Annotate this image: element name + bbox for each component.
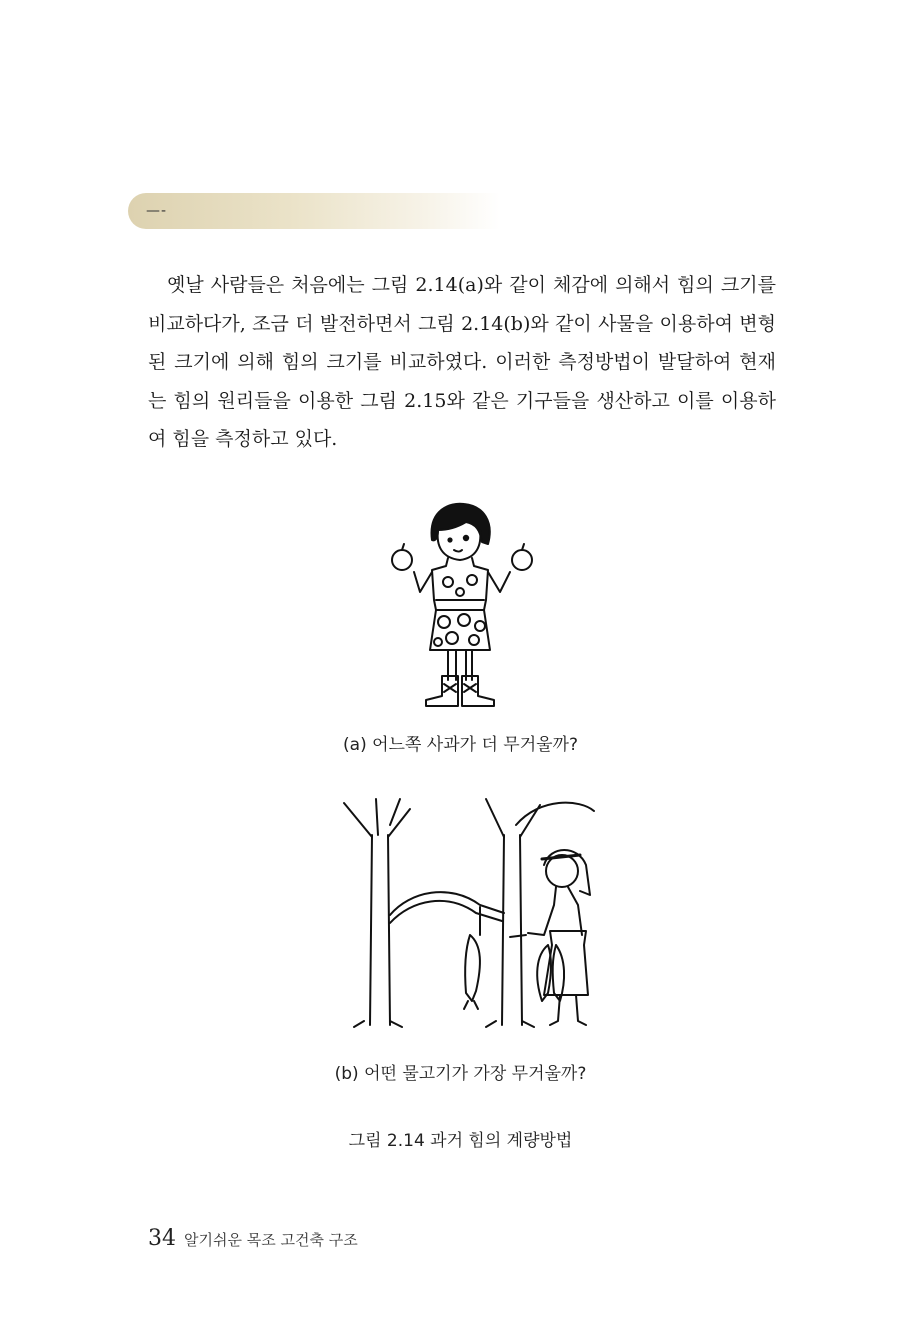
section-mark: —- [146,203,168,219]
book-title: 알기쉬운 목조 고건축 구조 [184,1231,358,1249]
body-paragraph-block [148,266,776,459]
figure-b-caption: (b) 어떤 물고기가 가장 무거울까? [334,1064,587,1084]
body-paragraph: 옛날 사람들은 처음에는 그림 2.14(a)와 같이 체감에 의해서 힘의 크기를 비교하다가, 조금 더 발전하면서 그림 2.14(b)와 같이 사물을 이용하여 변형된 크기에 의해 힘의 크기를 비교하였다. 이러한 측정방법이 발달하여 현재는 힘의 원리들을 이용한 그림 2.15와 같은 기구들을 생산하고 이를 이용하여 힘을 측정하고 있다. [148,274,776,450]
figure-main-caption: 그림 2.14 과거 힘의 계량방법 [348,1131,573,1151]
figure-a-illustration [380,500,540,710]
figure-b-illustration [330,795,620,1035]
page-footer [148,1226,358,1251]
section-header-bar [128,193,500,229]
page-number: 34 [148,1226,176,1251]
figure-a-caption: (a) 어느쪽 사과가 더 무거울까? [343,735,578,755]
